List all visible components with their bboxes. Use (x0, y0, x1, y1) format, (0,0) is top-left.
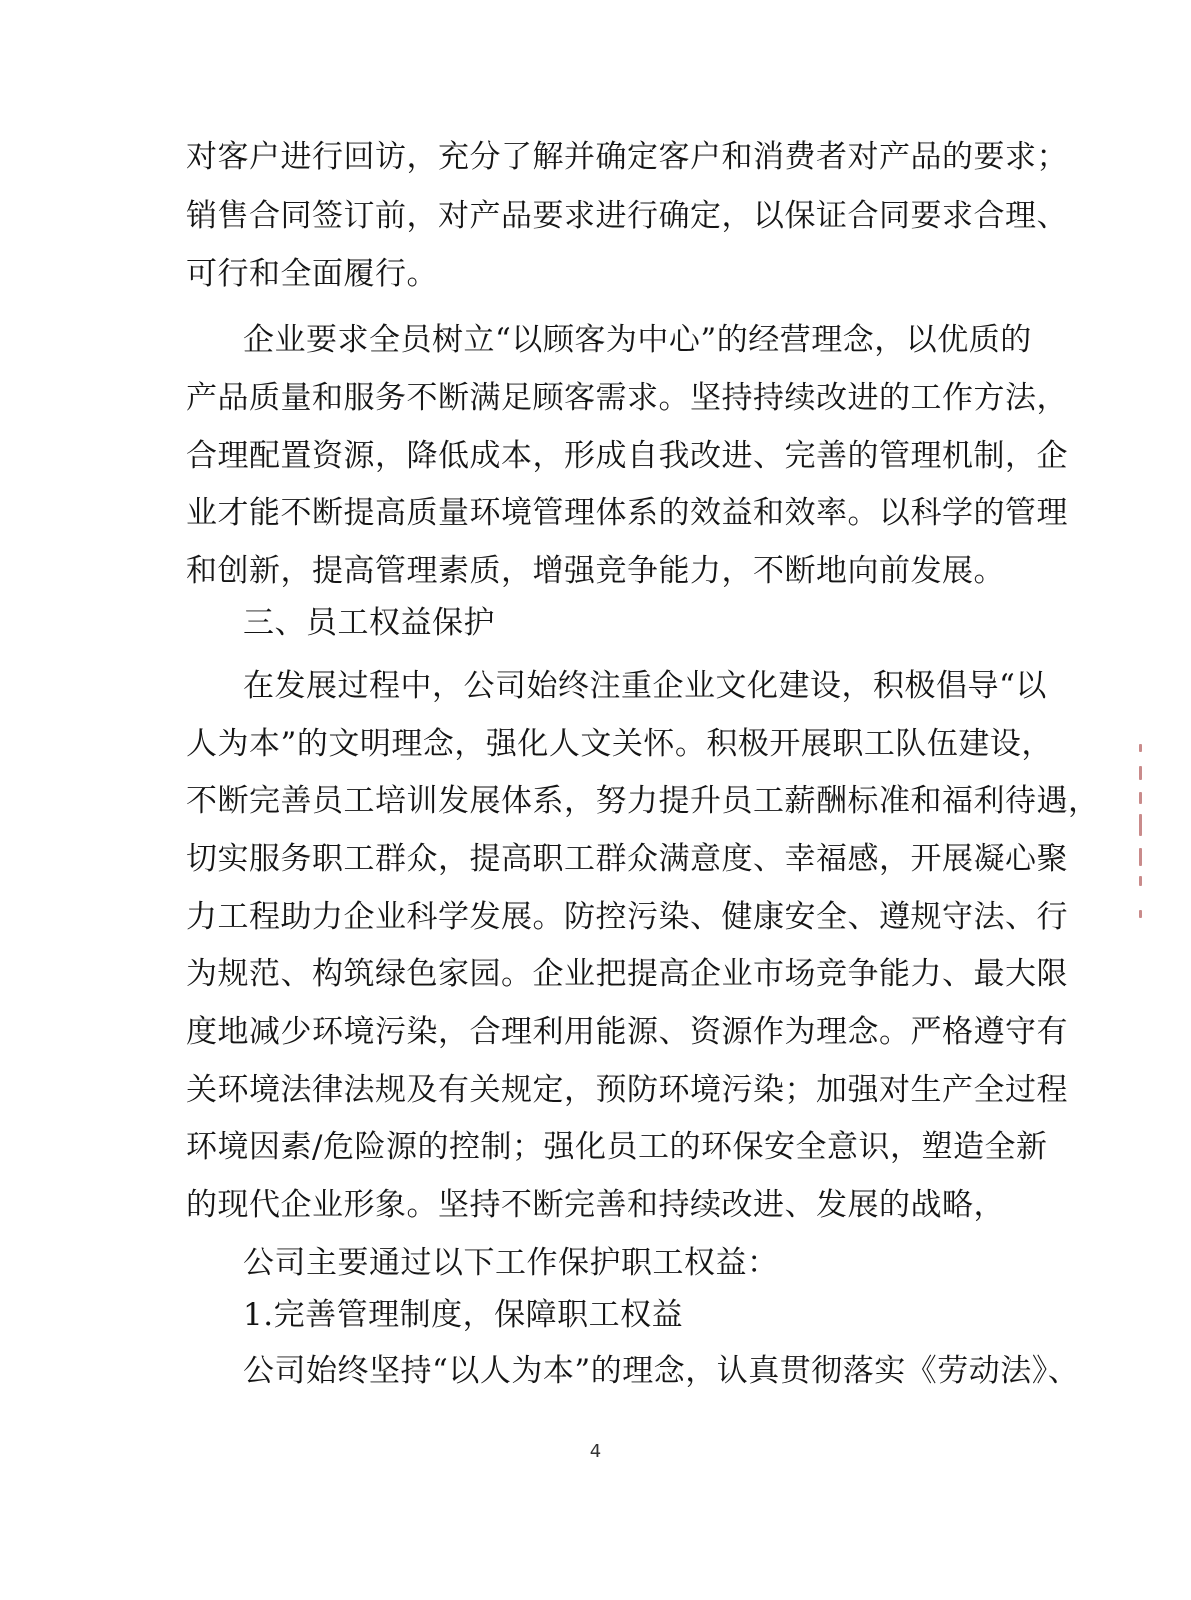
text-line: 力工程助力企业科学发展。防控污染、健康安全、遵规守法、行 (186, 899, 1068, 935)
text-line: 可行和全面履行。 (186, 256, 438, 292)
text-line: 产品质量和服务不断满足顾客需求。坚持持续改进的工作方法， (186, 380, 1068, 416)
text-line: 业才能不断提高质量环境管理体系的效益和效率。以科学的管理 (186, 495, 1068, 531)
text-line: 的现代企业形象。坚持不断完善和持续改进、发展的战略， (186, 1187, 1005, 1223)
text-line: 销售合同签订前，对产品要求进行确定，以保证合同要求合理、 (186, 198, 1068, 234)
text-line: 人为本”的文明理念，强化人文关怀。积极开展职工队伍建设， (186, 726, 1053, 762)
page-number: 4 (589, 1441, 602, 1462)
text-line: 关环境法律法规及有关规定，预防环境污染；加强对生产全过程 (186, 1072, 1068, 1108)
text-line: 合理配置资源，降低成本，形成自我改进、完善的管理机制，企 (186, 438, 1068, 474)
text-line: 为规范、构筑绿色家园。企业把提高企业市场竞争能力、最大限 (186, 956, 1068, 992)
text-line: 在发展过程中，公司始终注重企业文化建设，积极倡导“以 (243, 668, 1047, 704)
binding-seal-marks (1136, 744, 1146, 934)
numbered-heading: 1.完善管理制度，保障职工权益 (243, 1297, 684, 1333)
text-line: 公司主要通过以下工作保护职工权益： (243, 1245, 779, 1281)
text-line: 不断完善员工培训发展体系，努力提升员工薪酬标准和福利待遇， (186, 783, 1100, 819)
text-line: 度地减少环境污染，合理利用能源、资源作为理念。严格遵守有 (186, 1014, 1068, 1050)
text-line: 环境因素/危险源的控制；强化员工的环保安全意识，塑造全新 (186, 1129, 1048, 1165)
text-line: 对客户进行回访，充分了解并确定客户和消费者对产品的要求； (186, 139, 1068, 175)
text-line: 和创新，提高管理素质，增强竞争能力，不断地向前发展。 (186, 553, 1005, 589)
section-heading: 三、员工权益保护 (243, 605, 495, 641)
text-line: 公司始终坚持“以人为本”的理念，认真贯彻落实《劳动法》、 (243, 1353, 1080, 1389)
text-line: 企业要求全员树立“以顾客为中心”的经营理念，以优质的 (243, 322, 1032, 358)
text-line: 切实服务职工群众，提高职工群众满意度、幸福感，开展凝心聚 (186, 841, 1068, 877)
